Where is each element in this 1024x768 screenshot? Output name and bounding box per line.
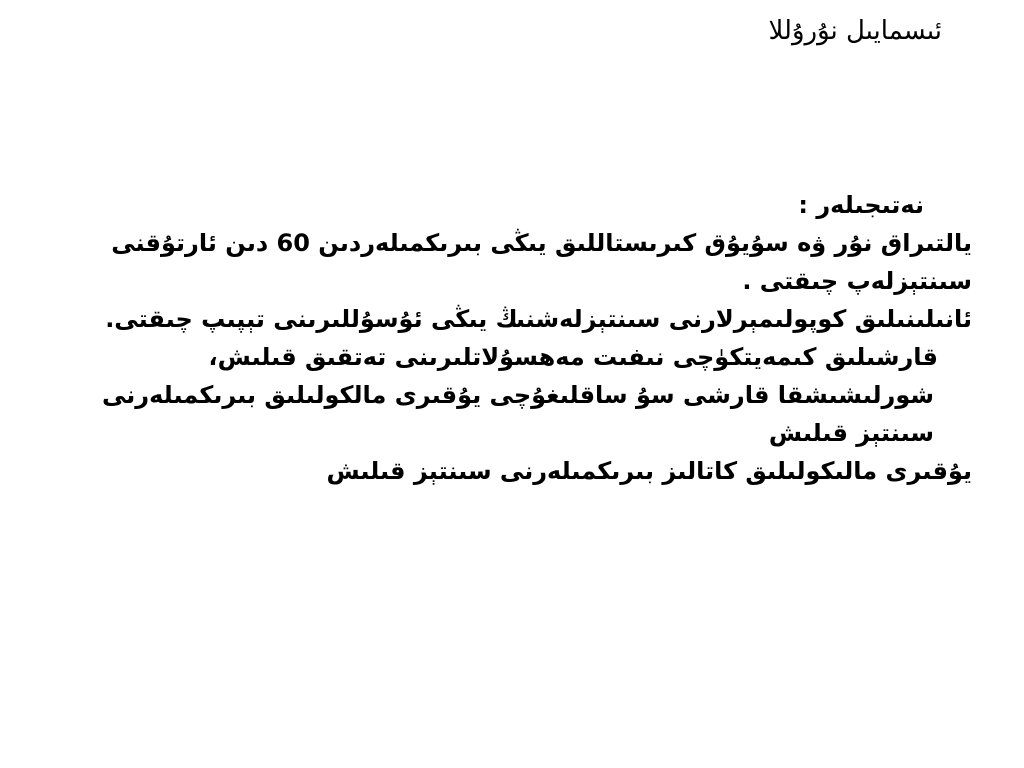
result-paragraph-1: يالتىراق نۇر ۋە سۇيۇق كىرىستاللىق يىڭى بىرىكمىلەردىن 60 دىن ئارتۇقنى سىنتېزلەپ چىقتى . — [111, 229, 972, 295]
result-paragraph-3: قارشىلىق كىمەيتكۈچى نىفىت مەھسۇلاتلىرىنى تەتقىق قىلىش، — [208, 343, 938, 371]
author-name: ئىسمايىل نۇرۇللا — [768, 16, 942, 46]
results-heading: نەتىجىلەر : — [798, 191, 924, 219]
results-section — [92, 186, 972, 490]
result-paragraph-5: يۇقىرى مالىكولىلىق كاتالىز بىرىكمىلەرنى سىنتېز قىلىش — [326, 457, 972, 485]
result-paragraph-4: شورلىشىشقا قارشى سۇ ساقلىغۇچى يۇقىرى مالكولىلىق بىرىكمىلەرنى سىنتېز قىلىش — [102, 381, 934, 447]
result-paragraph-2: ئانىلىنىلىق كوپولىمېرلارنى سىنتېزلەشنىڭ يىڭى ئۇسۇللىرىنى تېپىپ چىقتى. — [105, 305, 972, 333]
